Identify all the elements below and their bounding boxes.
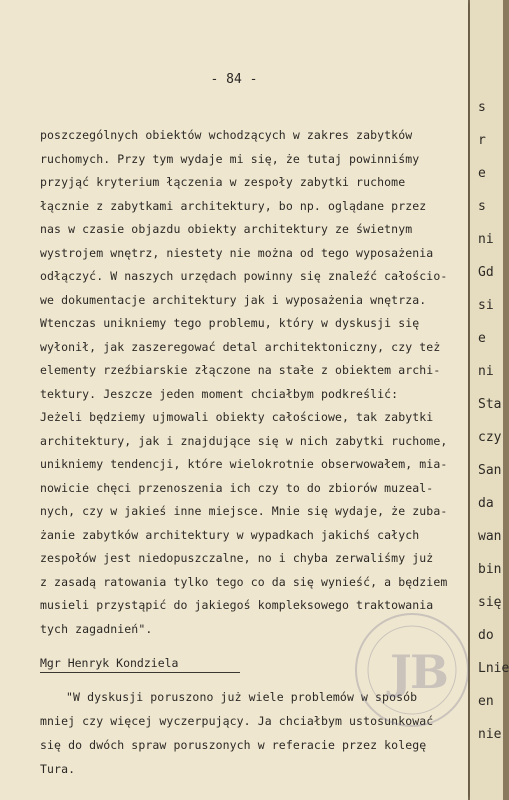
speaker-name: Mgr Henryk Kondziela: [40, 656, 179, 670]
archive-stamp: [352, 610, 472, 730]
adjacent-text-fragment: San: [478, 463, 502, 478]
text-line: Wtenczas unikniemy tego problemu, który w dyskusji się: [40, 316, 420, 330]
text-line: elementy rzeźbiarskie złączone na stałe z obiektem archi-: [40, 363, 441, 377]
adjacent-text-fragment: s: [478, 100, 486, 115]
adjacent-text-fragment: da: [478, 496, 494, 511]
text-line: nas w czasie objazdu obiekty architektury ze świetnym: [40, 222, 413, 236]
text-line: odłączyć. W naszych urzędach powinny się znaleźć całościo-: [40, 269, 448, 283]
text-line: Jeżeli będziemy ujmowali obiekty całościowe, tak zabytki: [40, 410, 434, 424]
adjacent-text-fragment: s: [478, 199, 486, 214]
text-line: unikniemy tendencji, które wielokrotnie obserwowałem, mia-: [40, 457, 448, 471]
text-line: wyłonił, jak zaszeregować detal architektoniczny, czy też: [40, 339, 441, 354]
adjacent-text-fragment: e: [478, 166, 486, 181]
text-line: ruchomych. Przy tym wydaje mi się, że tutaj powinniśmy: [40, 151, 420, 166]
text-line: przyjąć kryterium łączenia w zespoły zabytki ruchome: [40, 175, 406, 189]
adjacent-text-fragment: r: [478, 133, 486, 148]
svg-text:B: B: [410, 645, 449, 699]
text-line: Tura.: [40, 762, 76, 776]
adjacent-text-fragment: bin: [478, 562, 502, 577]
adjacent-text-fragment: ni: [478, 232, 494, 247]
text-line: zespołów jest niedopuszczalne, no i chyba zerwaliśmy już: [40, 551, 434, 565]
adjacent-text-fragment: czy: [478, 430, 502, 445]
adjacent-text-fragment: Sta: [478, 397, 502, 412]
text-line: żanie zabytków architektury w wypadkach jakichś całych: [40, 527, 420, 542]
adjacent-text-fragment: Lnie: [478, 661, 509, 676]
text-line: wystrojem wnętrz, niestety nie można od tego wyposażenia: [40, 245, 434, 260]
text-line: z zasadą ratowania tylko tego co da się wynieść, a będziem: [40, 574, 448, 589]
text-line: nowicie chęci przenoszenia ich czy to do zbiorów muzeal-: [40, 480, 434, 495]
text-line: musieli przystąpić do jakiegoś kompleksowego traktowania: [40, 598, 434, 612]
speaker-underline: [40, 672, 240, 673]
text-line: architektury, jak i znajdujące się w nich zabytki ruchome,: [40, 433, 448, 448]
adjacent-text-fragment: en: [478, 694, 494, 709]
text-line: się do dwóch spraw poruszonych w referacie przez kolegę: [40, 738, 427, 752]
adjacent-text-fragment: ni: [478, 364, 494, 379]
text-line: poszczególnych obiektów wchodzących w zakres zabytków: [40, 128, 413, 142]
svg-text:J: J: [390, 645, 412, 699]
text-line: we dokumentacje architektury jak i wyposażenia wnętrza.: [40, 292, 427, 307]
adjacent-text-fragment: się: [478, 595, 502, 610]
adjacent-text-fragment: e: [478, 331, 486, 346]
text-line: nych, czy w jakieś inne miejsce. Mnie się wydaje, że zuba-: [40, 504, 448, 518]
text-line: tektury. Jeszcze jeden moment chciałbym podkreślić:: [40, 386, 399, 401]
adjacent-text-fragment: Gd: [478, 265, 494, 280]
page-number: - 84 -: [210, 72, 258, 87]
adjacent-page-edge: [470, 0, 509, 800]
adjacent-text-fragment: nie: [478, 727, 502, 742]
text-line: tych zagadnień".: [40, 621, 153, 636]
text-line: mniej czy więcej wyczerpujący. Ja chciałbym ustosunkować: [40, 714, 434, 728]
text-line: "W dyskusji poruszono już wiele problemów w sposób: [66, 690, 418, 704]
adjacent-text-fragment: do: [478, 628, 494, 643]
adjacent-text-fragment: si: [478, 298, 494, 313]
adjacent-text-fragment: wan: [478, 529, 502, 544]
text-line: łącznie z zabytkami architektury, bo np. oglądane przez: [40, 198, 427, 213]
